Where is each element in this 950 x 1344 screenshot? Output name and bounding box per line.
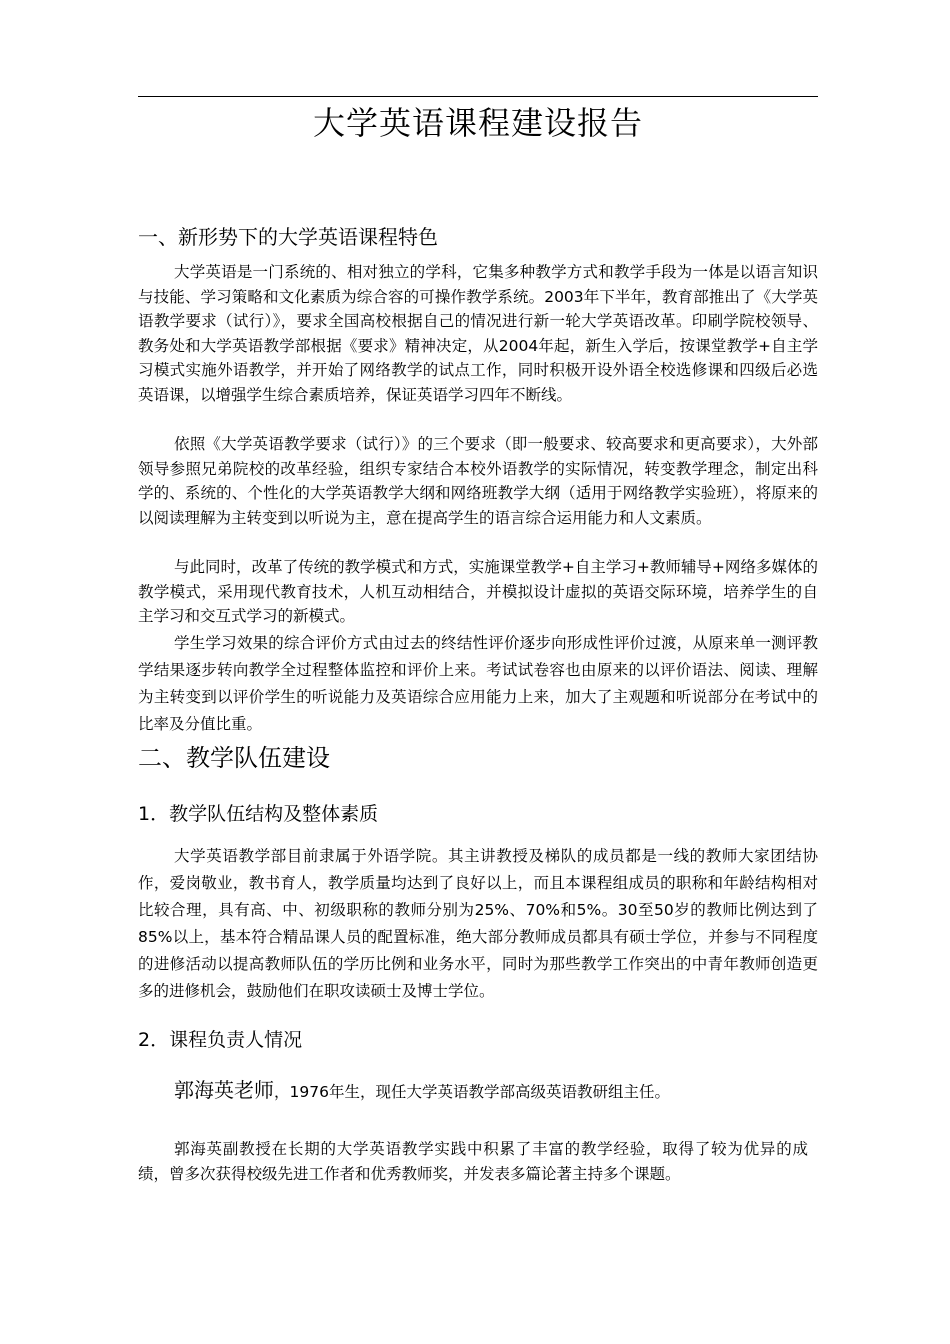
- section-1-heading: 一、新形势下的大学英语课程特色: [138, 225, 438, 249]
- course-lead-line: [174, 1075, 670, 1107]
- section-1-paragraph-3: 与此同时，改革了传统的教学模式和方式，实施课堂教学+自主学习+教师辅导+网络多媒体的教学模式，采用现代教育技术，人机互动相结合，并模拟设计虚拟的英语交际环境，培养学生的自主学习和交互式学习的新模式。: [138, 558, 818, 625]
- section-1-paragraph-2: 依照《大学英语教学要求（试行）》的三个要求（即一般要求、较高要求和更高要求），大外部领导参照兄弟院校的改革经验，组织专家结合本校外语教学的实际情况，转变教学理念，制定出科学的、系统的、个性化的大学英语教学大纲和网络班教学大纲（适用于网络教学实验班），将原来的以阅读理解为主转变到以听说为主，意在提高学生的语言综合运用能力和人文素质。: [138, 435, 818, 527]
- document-title: 大学英语课程建设报告: [312, 104, 643, 142]
- section-1-paragraph-4: 学生学习效果的综合评价方式由过去的终结性评价逐步向形成性评价过渡，从原来单一测评教学结果逐步转向教学全过程整体监控和评价上来。考试试卷容也由原来的以评价语法、阅读、理解为主转变到以评价学生的听说能力及英语综合应用能力上来，加大了主观题和听说部分在考试中的比率及分值比重。: [138, 634, 818, 733]
- subsection-2-heading: 2．课程负责人情况: [138, 1029, 303, 1051]
- course-lead-detail: ，1976年生，现任大学英语教学部高级英语教研组主任。: [274, 1083, 670, 1101]
- subsection-1-heading: 1．教学队伍结构及整体素质: [138, 803, 379, 825]
- section-1-paragraph-1: 大学英语是一门系统的、相对独立的学科，它集多种教学方式和教学手段为一体是以语言知识与技能、学习策略和文化素质为综合容的可操作教学系统。2003年下半年，教育部推出了《大学英语教学要求（试行）》，要求全国高校根据自己的情况进行新一轮大学英语改革。印刷学院校领导、教务处和大学英语教学部根据《要求》精神决定，从2004年起，新生入学后，按课堂教学+自主学习模式实施外语教学，并开始了网络教学的试点工作，同时积极开设外语全校选修课和四级后必选英语课，以增强学生综合素质培养，保证英语学习四年不断线。: [138, 263, 818, 404]
- course-lead-paragraph: 郭海英副教授在长期的大学英语教学实践中积累了丰富的教学经验，取得了较为优异的成绩，曾多次获得校级先进工作者和优秀教师奖，并发表多篇论著主持多个课题。: [138, 1140, 808, 1183]
- course-lead-name: 郭海英老师: [174, 1078, 274, 1102]
- header-rule: [138, 96, 818, 97]
- section-2-heading: 二、教学队伍建设: [138, 744, 330, 772]
- subsection-1-paragraph: 大学英语教学部目前隶属于外语学院。其主讲教授及梯队的成员都是一线的教师大家团结协作，爱岗敬业，教书育人，教学质量均达到了良好以上，而且本课程组成员的职称和年龄结构相对比较合理，具有高、中、初级职称的教师分别为25%、70%和5%。30至50岁的教师比例达到了85%以上，基本符合精品课人员的配置标准，绝大部分教师成员都具有硕士学位，并参与不同程度的进修活动以提高教师队伍的学历比例和业务水平，同时为那些教学工作突出的中青年教师创造更多的进修机会，鼓励他们在职攻读硕士及博士学位。: [138, 847, 818, 1000]
